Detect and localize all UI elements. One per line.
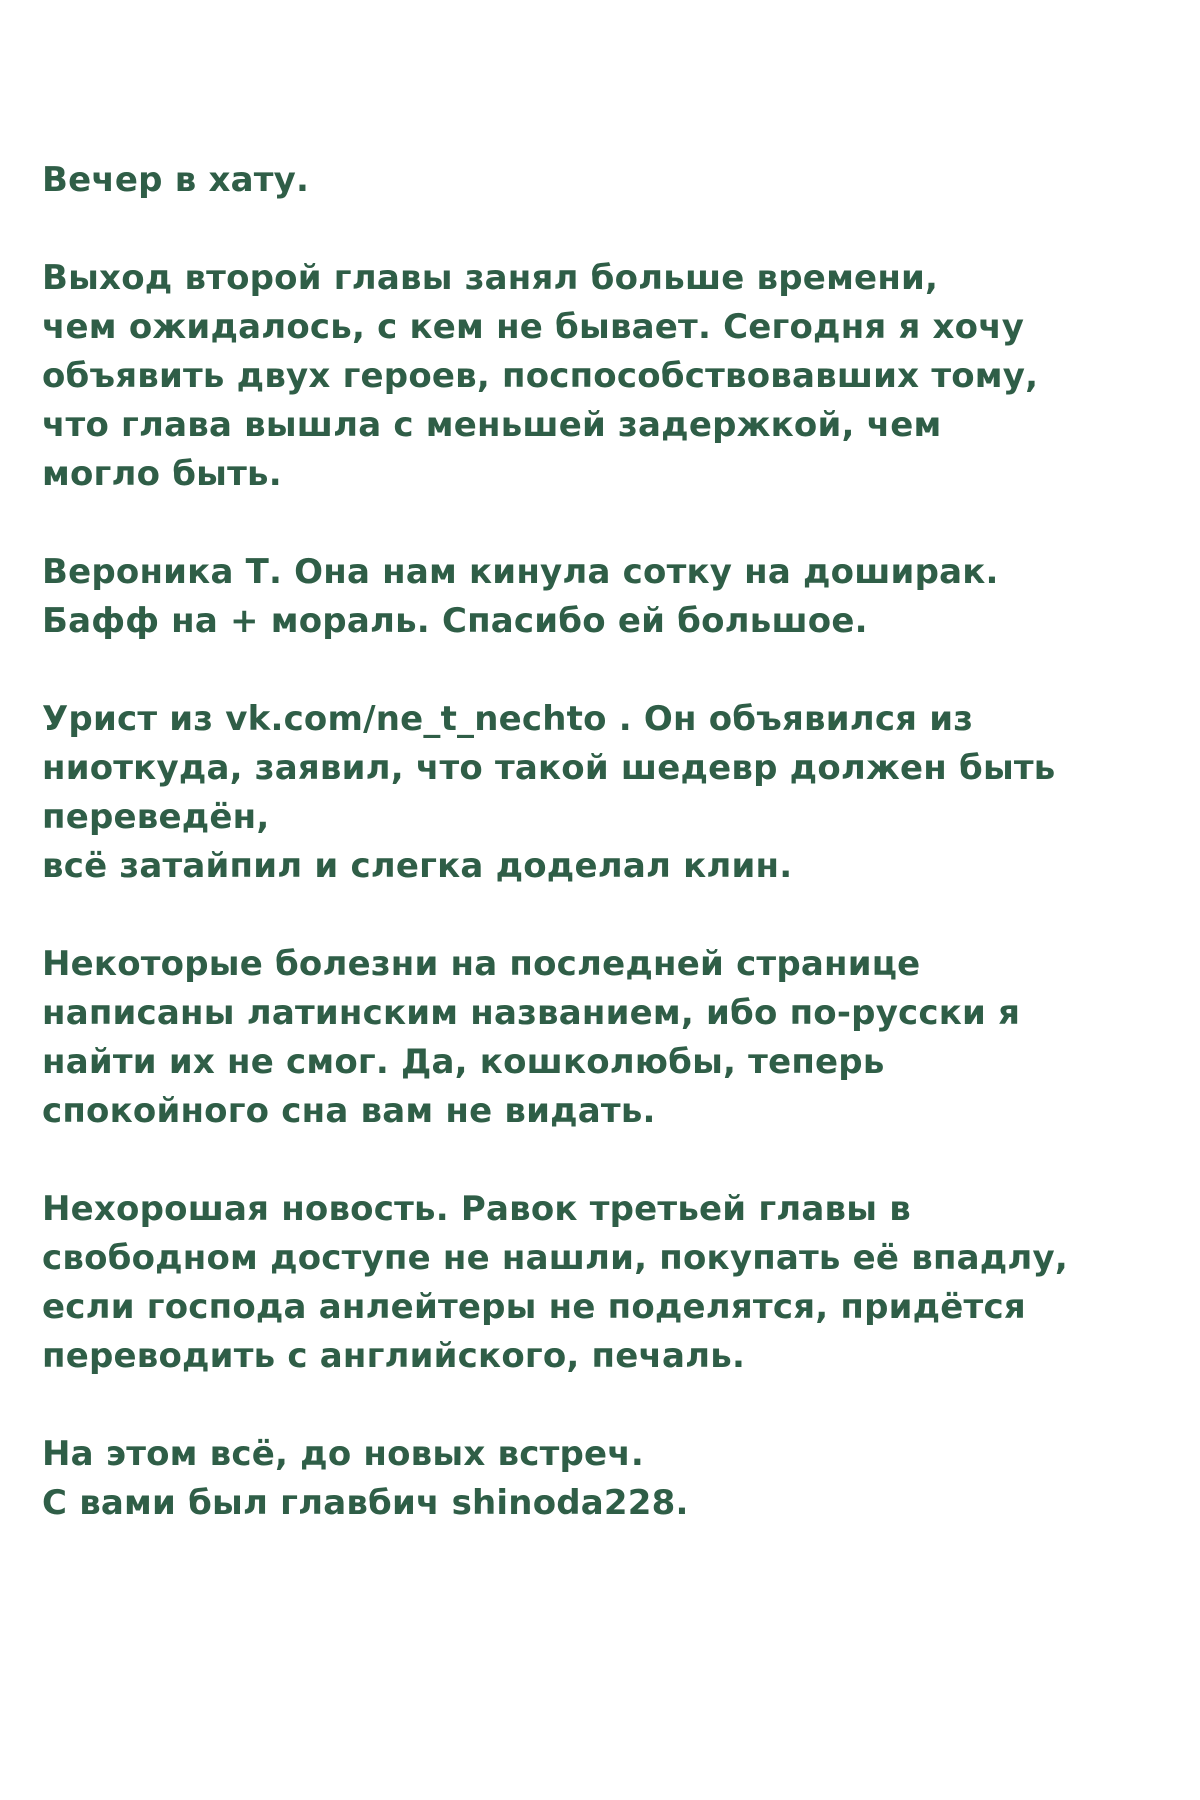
paragraph-gap bbox=[42, 1381, 1160, 1430]
paragraph-latin-names: Некоторые болезни на последней странице написаны латинским названием, ибо по-русски я найти их не смог. Да, кошколюбы, теперь спокойного сна вам не видать. bbox=[42, 944, 1021, 1131]
paragraph-delay: Выход второй главы занял больше времени, чем ожидалось, с кем не бывает. Сегодня я хочу объявить двух героев, поспособствовавших тому, что глава вышла с меньшей задержкой, чем могло быть. bbox=[42, 258, 1039, 494]
paragraph-gap bbox=[42, 499, 1160, 548]
paragraph-gap bbox=[42, 205, 1160, 254]
paragraph-bad-news: Нехорошая новость. Равок третьей главы в свободном доступе не нашли, покупать её впадлу, если господа анлейтеры не поделятся, придётся переводить с английского, печаль. bbox=[42, 1189, 1069, 1376]
paragraph-gap bbox=[42, 891, 1160, 940]
paragraph-helper: Урист из vk.com/ne_t_nechto . Он объявился из ниоткуда, заявил, что такой шедевр должен быть переведён, всё затайпил и слегка доделал клин. bbox=[42, 699, 1056, 886]
paragraph-gap bbox=[42, 1136, 1160, 1185]
paragraph-gap bbox=[42, 646, 1160, 695]
paragraph-signoff: На этом всё, до новых встреч. С вами был главбич shinoda228. bbox=[42, 1434, 689, 1523]
greeting-text: Вечер в хату. bbox=[42, 160, 310, 200]
paragraph-donor: Вероника Т. Она нам кинула сотку на доширак. Бафф на + мораль. Спасибо ей большое. bbox=[42, 552, 999, 641]
